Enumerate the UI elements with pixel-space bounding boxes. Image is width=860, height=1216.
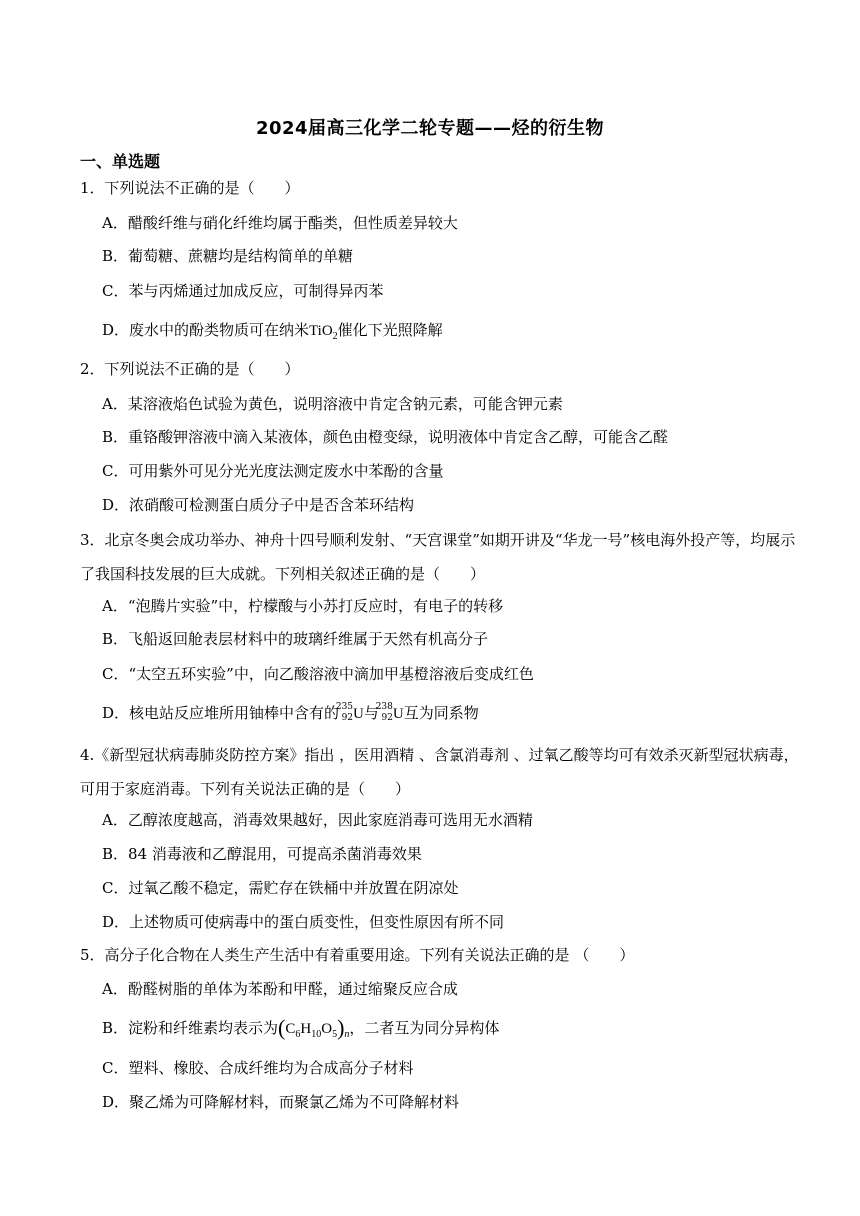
question-5-option-c: C．塑料、橡胶、合成纤维均为合成高分子材料 [102, 1059, 414, 1077]
question-4-stem: 4.《新型冠状病毒肺炎防控方案》指出 ，医用酒精 、含氯消毒剂 、过氧乙酸等均可有效杀灭新型冠状病毒，可用于家庭消毒。下列有关说法正确的是（ ） [80, 746, 799, 798]
question-2-stem: 2．下列说法不正确的是（ ） [80, 360, 300, 378]
option-text: D．核电站反应堆所用铀棒中含有的 [102, 704, 340, 722]
question-5-option-d: D．聚乙烯为可降解材料，而聚氯乙烯为不可降解材料 [102, 1093, 460, 1111]
question-2-option-a: A．某溶液焰色试验为黄色，说明溶液中肯定含钠元素，可能含钾元素 [102, 395, 563, 413]
question-1-option-c: C．苯与丙烯通过加成反应，可制得异丙苯 [102, 282, 384, 300]
question-5-option-a: A．酚醛树脂的单体为苯酚和甲醛，通过缩聚反应合成 [102, 980, 458, 998]
option-text: 互为同系物 [403, 704, 479, 722]
isotope-notation: 235 92 [335, 702, 354, 723]
question-2-option-b: B．重铬酸钾溶液中滴入某液体，颜色由橙变绿，说明液体中肯定含乙醇，可能含乙醛 [102, 428, 669, 446]
question-1-option-d [102, 319, 443, 348]
question-1-stem: 1．下列说法不正确的是（ ） [80, 179, 300, 197]
question-3-stem: 3．北京冬奥会成功举办、神舟十四号顺利发射、“天宫课堂”如期开讲及“华龙一号”核电海外投产等，均展示了我国科技发展的巨大成就。下列相关叙述正确的是（ ） [80, 531, 796, 583]
option-text: D．废水中的酚类物质可在纳米 [102, 321, 310, 339]
question-3-option-b: B．飞船返回舱表层材料中的玻璃纤维属于天然有机高分子 [102, 630, 489, 648]
document-title: 2024届高三化学二轮专题——烃的衍生物 [255, 118, 605, 139]
question-3-option-a: A．“泡腾片实验”中，柠檬酸与小苏打反应时，有电子的转移 [102, 597, 504, 615]
question-4-option-a: A．乙醇浓度越高，消毒效果越好，因此家庭消毒可选用无水酒精 [102, 811, 533, 829]
element-symbol: U [392, 706, 404, 722]
option-text: 催化下光照降解 [337, 321, 443, 339]
question-4-option-c: C．过氧乙酸不稳定，需贮存在铁桶中并放置在阴凉处 [102, 879, 459, 897]
element-symbol: U [353, 706, 364, 722]
question-2-option-d: D．浓硝酸可检测蛋白质分子中是否含苯环结构 [102, 496, 415, 514]
chemical-formula: $(C_6H_{10}O_5)_n$ [278, 1015, 350, 1040]
chemical-formula: TiO$_2$ [309, 323, 338, 342]
option-text: 与 [363, 704, 379, 722]
option-text: ，二者互为同分异构体 [349, 1019, 500, 1037]
question-1-option-b: B．葡萄糖、蔗糖均是结构简单的单糖 [102, 247, 354, 265]
question-5-stem: 5．高分子化合物在人类生产生活中有着重要用途。下列有关说法正确的是 （ ） [80, 946, 635, 964]
question-4-option-d: D．上述物质可使病毒中的蛋白质变性，但变性原因有所不同 [102, 913, 505, 931]
question-2-option-c: C．可用紫外可见分光光度法测定废水中苯酚的含量 [102, 462, 444, 480]
option-text: B．淀粉和纤维素均表示为 [102, 1019, 279, 1037]
question-1-option-a: A．醋酸纤维与硝化纤维均属于酯类，但性质差异较大 [102, 214, 458, 232]
question-3-option-c: C．“太空五环实验”中，向乙酸溶液中滴加甲基橙溶液后变成红色 [102, 665, 534, 683]
section-heading: 一、单选题 [80, 152, 161, 171]
question-4-option-b: B．84 消毒液和乙醇混用，可提高杀菌消毒效果 [102, 845, 422, 863]
question-3-option-d [102, 702, 479, 725]
question-5-option-b [102, 1017, 499, 1046]
isotope-notation: 238 92 [375, 702, 393, 723]
